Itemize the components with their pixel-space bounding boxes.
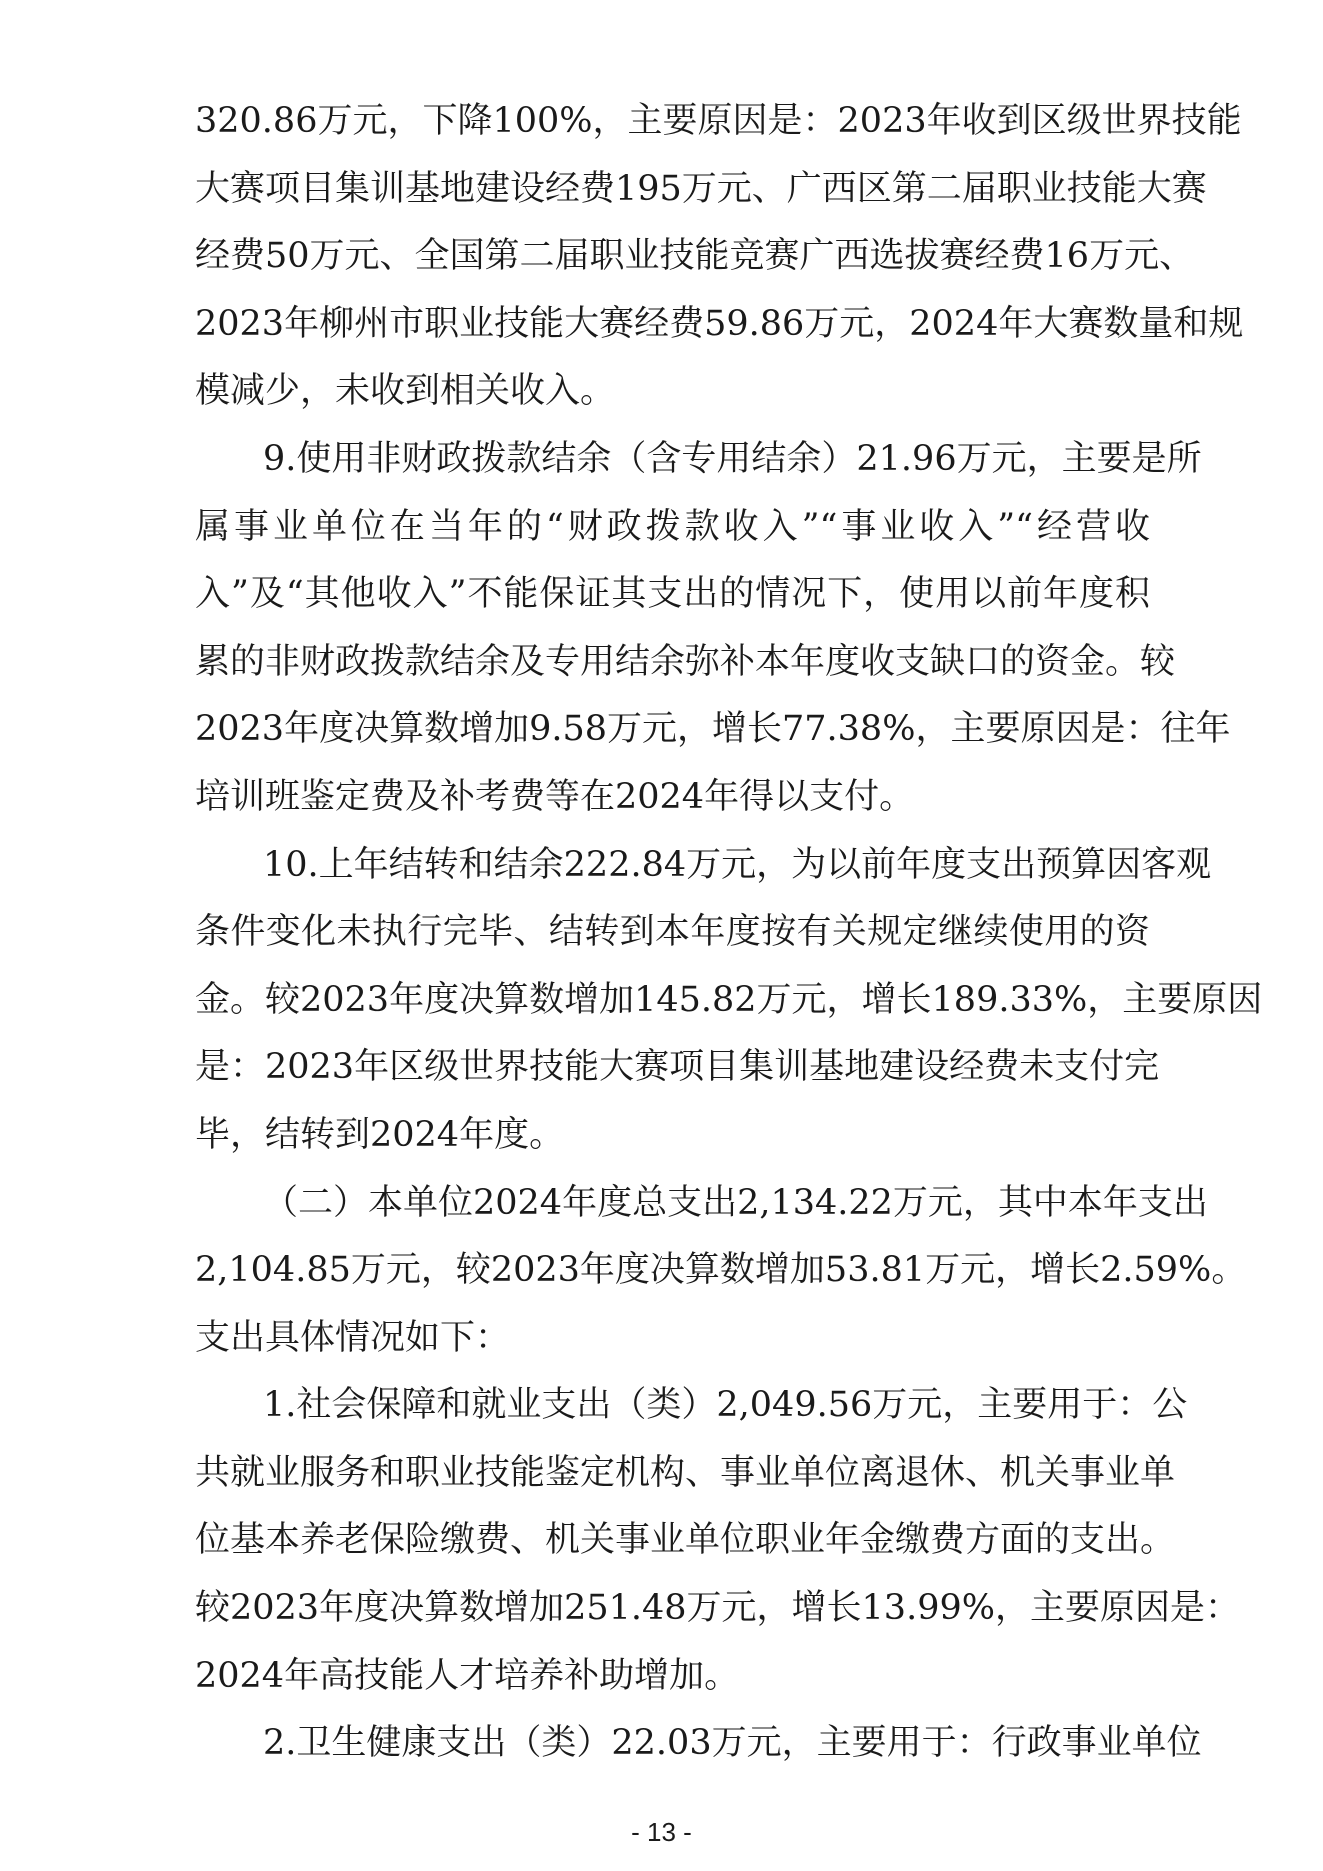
text-line: 累的非财政拨款结余及专用结余弥补本年度收支缺口的资金。较 <box>195 641 1176 682</box>
text-line: 大赛项目集训基地建设经费195万元、广西区第二届职业技能大赛 <box>195 168 1207 209</box>
text-line: 共就业服务和职业技能鉴定机构、事业单位离退休、机关事业单 <box>195 1452 1176 1493</box>
text-line: 属事业单位在当年的“财政拨款收入”“事业收入”“经营收 <box>195 506 1150 547</box>
paragraph-9-start: 9.使用非财政拨款结余（含专用结余）21.96万元，主要是所 <box>263 438 1202 479</box>
text-line: 经费50万元、全国第二届职业技能竞赛广西选拔赛经费16万元、 <box>195 236 1195 277</box>
section-2-start: （二）本单位2024年度总支出2,134.22万元，其中本年支出 <box>263 1182 1208 1223</box>
text-line: 2024年高技能人才培养补助增加。 <box>195 1655 740 1696</box>
text-line: 位基本养老保险缴费、机关事业单位职业年金缴费方面的支出。 <box>195 1520 1176 1561</box>
paragraph-10-start: 10.上年结转和结余222.84万元，为以前年度支出预算因客观 <box>263 844 1212 885</box>
text-line: 模减少，未收到相关收入。 <box>195 371 616 412</box>
text-line: 2023年柳州市职业技能大赛经费59.86万元，2024年大赛数量和规 <box>195 303 1244 344</box>
text-line: 2023年度决算数增加9.58万元，增长77.38%，主要原因是：往年 <box>195 709 1231 750</box>
text-line: 支出具体情况如下： <box>195 1317 511 1358</box>
body-text <box>195 88 1263 1778</box>
text-line: 培训班鉴定费及补考费等在2024年得以支付。 <box>195 776 915 817</box>
text-line: 毕，结转到2024年度。 <box>195 1114 565 1155</box>
text-line: 较2023年度决算数增加251.48万元，增长13.99%，主要原因是： <box>195 1588 1240 1629</box>
text-line: 入”及“其他收入”不能保证其支出的情况下，使用以前年度积 <box>195 574 1150 615</box>
text-line: 金。较2023年度决算数增加145.82万元，增长189.33%，主要原因 <box>195 979 1263 1020</box>
text-line: 2,104.85万元，较2023年度决算数增加53.81万元，增长2.59%。 <box>195 1250 1247 1291</box>
text-line: 条件变化未执行完毕、结转到本年度按有关规定继续使用的资 <box>195 912 1150 953</box>
text-line: 是：2023年区级世界技能大赛项目集训基地建设经费未支付完 <box>195 1047 1160 1088</box>
paragraph-1-start: 1.社会保障和就业支出（类）2,049.56万元，主要用于：公 <box>263 1385 1188 1426</box>
text-line: 320.86万元，下降100%，主要原因是：2023年收到区级世界技能 <box>195 101 1242 141</box>
paragraph-2-start: 2.卫生健康支出（类）22.03万元，主要用于：行政事业单位 <box>263 1723 1202 1764</box>
page-number: - 13 - <box>631 1817 692 1847</box>
